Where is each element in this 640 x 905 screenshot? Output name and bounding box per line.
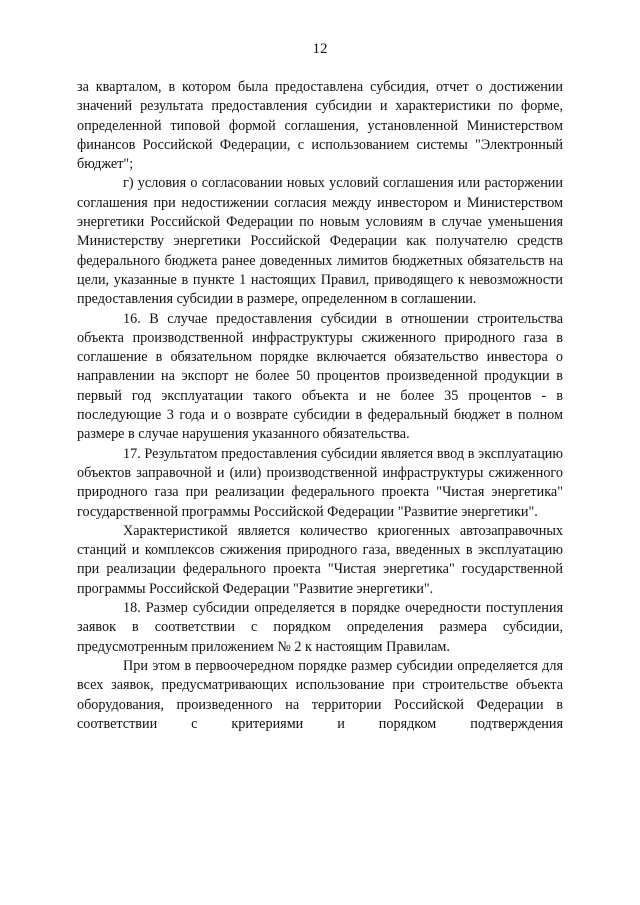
paragraph-priority: При этом в первоочередном порядке размер субсидии определяется для всех заявок, предусматривающих использование при строительстве объекта оборудования, произведенного на территории Российской Федерации в соответствии с критериями и порядком подтверждения — [77, 657, 563, 732]
paragraph-characteristic: Характеристикой является количество криогенных автозаправочных станций и комплексов сжижения природного газа, введенных в эксплуатацию при реализации федерального проекта "Чистая энергетика" государственной программы Российской Федерации "Развитие энергетики". — [77, 522, 563, 597]
paragraph-18: 18. Размер субсидии определяется в порядке очередности поступления заявок в соответствии с порядком определения размера субсидии, предусмотренным приложением № 2 к настоящим Правилам. — [77, 600, 563, 655]
paragraph-continuation: за кварталом, в котором была предоставлена субсидия, отчет о достижении значений результата предоставления субсидии и характеристики по форме, определенной типовой формой соглашения, установленной Министерством финансов Российской Федерации, с использованием системы "Электронный бюджет"; — [77, 79, 563, 173]
paragraph-16: 16. В случае предоставления субсидии в отношении строительства объекта производственной инфраструктуры сжиженного природного газа в соглашение в обязательном порядке включается обязательство инвестора о направлении на экспорт не более 50 процентов произведенной продукции в первый год эксплуатации такого объекта и не более 35 процентов - в последующие 3 года и о возврате субсидии в федеральный бюджет в полном размере в случае нарушения указанного обязательства. — [77, 310, 563, 443]
document-body — [77, 78, 563, 734]
paragraph-item-g: г) условия о согласовании новых условий соглашения или расторжении соглашения при недостижении согласия между инвестором и Министерством энергетики Российской Федерации по новым условиям в случае уменьшения Министерству энергетики Российской Федерации как получателю средств федерального бюджета ранее доведенных лимитов бюджетных обязательств на цели, указанные в пункте 1 настоящих Правил, приводящего к невозможности предоставления субсидии в размере, определенном в соглашении. — [77, 175, 563, 308]
paragraph-17: 17. Результатом предоставления субсидии является ввод в эксплуатацию объектов заправочной и (или) производственной инфраструктуры сжиженного природного газа при реализации федерального проекта "Чистая энергетика" государственной программы Российской Федерации "Развитие энергетики". — [77, 445, 563, 520]
page-number: 12 — [312, 41, 328, 57]
